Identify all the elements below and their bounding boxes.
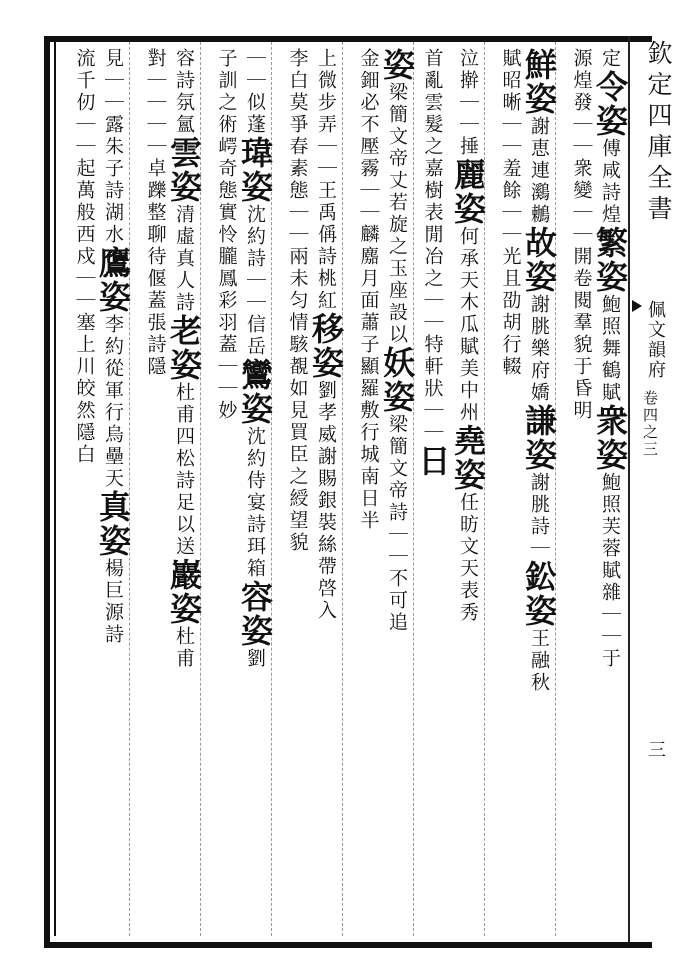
entry-headword: 巖姿 xyxy=(165,558,203,626)
entry-citation: 上微步弄｜｜王禹偁詩桃紅 xyxy=(315,48,337,312)
entry-headword: 鷹姿 xyxy=(94,246,132,314)
text-column xyxy=(520,48,556,928)
entry-citation: 詩隱 xyxy=(144,334,167,378)
entry-headword: 妖姿 xyxy=(378,346,416,414)
entry-citation: 子訓之術 xyxy=(215,48,238,136)
entry-citation: ｜｜卓躒整 xyxy=(144,114,167,224)
text-column xyxy=(58,48,94,928)
entry-citation: 首亂雲髮 xyxy=(421,48,444,136)
entry-citation: 胡行輟 xyxy=(499,312,522,378)
text-column xyxy=(307,48,343,928)
entry-citation: 金鈿必不壓霧｜｜麟䴥月面 xyxy=(357,48,380,312)
entry-citation: 謝恵連鸂鶒 xyxy=(528,116,550,226)
text-column xyxy=(591,48,627,928)
text-column xyxy=(413,48,452,928)
entry-headword: 雲姿 xyxy=(165,136,203,204)
entry-citation: 皎然隱白 xyxy=(73,378,96,466)
entry-citation: 泣擀｜｜ xyxy=(457,48,479,136)
left-inner-rule xyxy=(54,42,56,936)
entry-headword: 衆姿 xyxy=(591,404,629,472)
entry-citation: 羞餘｜｜ xyxy=(499,158,522,246)
entry-headword: 鮮姿 xyxy=(520,48,558,116)
text-column xyxy=(378,48,414,928)
entry-citation: 衆變｜｜ xyxy=(570,158,593,246)
entry-headword: 老姿 xyxy=(165,314,203,382)
entry-headword: 真姿 xyxy=(94,490,132,558)
margin-book-title: 欽定四庫全書 xyxy=(644,40,673,226)
entry-citation: 鮑照舞鶴賦 xyxy=(599,294,621,404)
entry-citation: 情駭覩如見買臣之綬望貌 xyxy=(286,312,309,554)
entry-citation: 對｜｜ xyxy=(144,48,167,114)
text-column xyxy=(165,48,201,928)
text-column xyxy=(200,48,236,928)
entry-citation: 梁簡文帝丈若旋之玉座設以 xyxy=(386,82,408,346)
entry-headword: 繁姿 xyxy=(591,226,629,294)
entry-headword: 麗姿 xyxy=(449,158,487,226)
entry-headword: 令姿 xyxy=(591,70,629,138)
entry-headword: 瑋姿 xyxy=(236,136,274,204)
entry-citation: 賦昭晰｜｜ xyxy=(499,48,522,158)
text-column xyxy=(236,48,272,928)
text-column xyxy=(271,48,307,928)
left-border-rule xyxy=(44,36,50,942)
entry-citation: 杜甫四松詩足以送 xyxy=(173,382,195,558)
column-divider xyxy=(129,42,130,936)
entry-citation: 開卷閱羣貌于昏明 xyxy=(570,246,593,422)
text-column xyxy=(555,48,591,928)
entry-citation: 流千仞｜｜起萬般 xyxy=(73,48,96,224)
entry-citation: 西戍｜｜塞上川 xyxy=(73,224,96,378)
entry-citation: 杜甫 xyxy=(173,626,195,670)
entry-citation: 王融秋 xyxy=(528,628,550,694)
entry-citation: 鳳彩羽蓋｜｜ xyxy=(215,268,238,400)
entry-citation: ｜｜似蓬 xyxy=(244,48,266,136)
entry-headword: 移姿 xyxy=(307,312,345,380)
entry-citation: 見｜｜露朱子詩湖水 xyxy=(102,48,124,246)
entry-citation: 崿奇態實怜朧 xyxy=(215,136,238,268)
text-column xyxy=(484,48,520,928)
entry-headword: 謙姿 xyxy=(520,404,558,472)
entry-citation: 之嘉樹表閒冶之｜｜ xyxy=(421,136,444,334)
entry-citation: 劉 xyxy=(244,648,266,670)
margin-page-number: 三 xyxy=(645,740,666,758)
entry-citation: 聊待偃蓋張 xyxy=(144,224,167,334)
entry-headword: 姿 xyxy=(378,48,416,82)
entry-citation: 沈約侍宴詩珥箱 xyxy=(244,426,266,580)
entry-citation: 容詩氛氳 xyxy=(173,48,195,136)
entry-citation: 何承天木瓜賦美中州 xyxy=(457,226,479,424)
center-fold-rule xyxy=(628,36,630,942)
column-divider xyxy=(413,42,414,936)
entry-citation: 梁簡文帝詩｜｜不可追 xyxy=(386,414,408,634)
entry-citation: 傅咸詩煌 xyxy=(599,138,621,226)
entry-headword: 日 xyxy=(413,444,452,478)
entry-citation: 楊巨源詩 xyxy=(102,558,124,646)
entry-headword: 鈆姿 xyxy=(520,560,558,628)
entry-citation: 煌發｜｜ xyxy=(570,70,593,158)
entry-citation: 李約從軍行烏壘天 xyxy=(102,314,124,490)
entry-citation: 妙 xyxy=(215,400,238,422)
margin-volume: 卷四之三 xyxy=(641,390,659,458)
text-column xyxy=(129,48,165,928)
entry-citation: 任昉文天表秀 xyxy=(457,492,479,624)
entry-headword: 堯姿 xyxy=(449,424,487,492)
entry-citation: 源 xyxy=(570,48,593,70)
fish-tail-mark xyxy=(632,300,642,312)
entry-citation: 清虛真人詩 xyxy=(173,204,195,314)
entry-citation: 捶 xyxy=(457,136,479,158)
entry-citation: 定 xyxy=(599,48,621,70)
entry-citation: 謝朓詩｜ xyxy=(528,472,550,560)
entry-citation: 特軒狀｜｜ xyxy=(421,334,444,444)
text-column xyxy=(449,48,485,928)
entry-headword: 鸞姿 xyxy=(236,358,274,426)
text-column xyxy=(342,48,378,928)
column-divider xyxy=(555,42,556,936)
margin-work-title: 佩文韻府 xyxy=(645,300,666,380)
column-divider xyxy=(342,42,343,936)
text-column xyxy=(94,48,130,928)
entry-citation: 劉孝威謝賜銀裝絲帶啓入 xyxy=(315,380,337,622)
entry-citation: 光且劭 xyxy=(499,246,522,312)
entry-citation: 李白莫爭春素態｜｜兩未匀 xyxy=(286,48,309,312)
entry-headword: 容姿 xyxy=(236,580,274,648)
entry-citation: 蕭子顯羅敷行城南日半 xyxy=(357,312,380,532)
entry-citation: 謝朓樂府嬌 xyxy=(528,294,550,404)
entry-citation: 沈約詩｜｜信岳 xyxy=(244,204,266,358)
entry-headword: 故姿 xyxy=(520,226,558,294)
entry-citation: 鮑照芙蓉賦雜｜｜于 xyxy=(599,472,621,670)
